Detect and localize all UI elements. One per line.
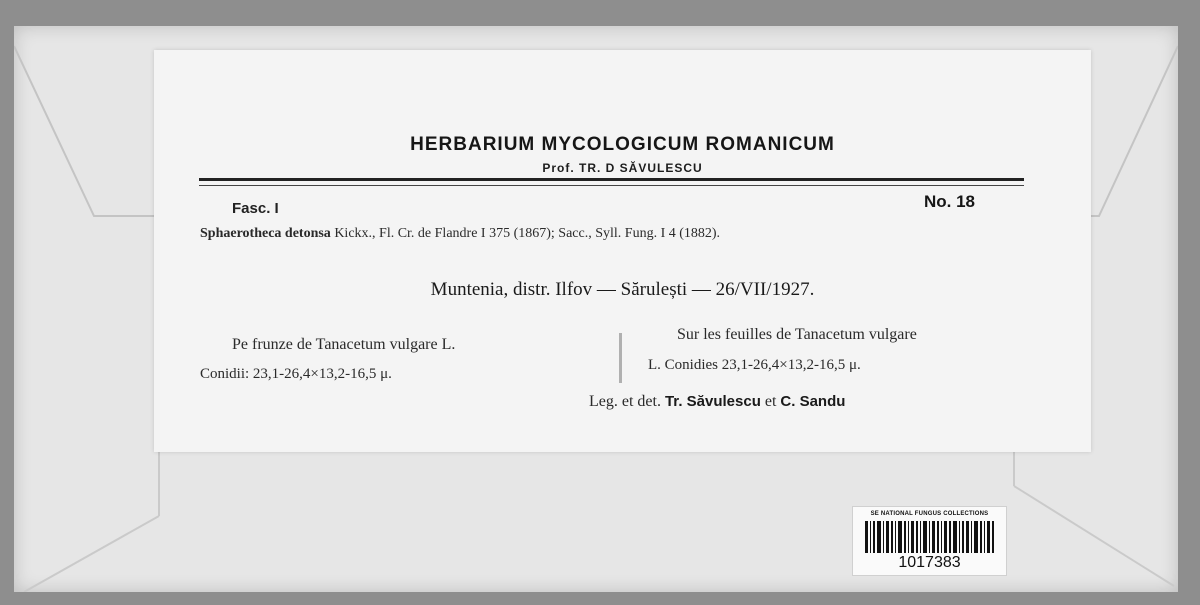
barcode-number: 1017383: [898, 554, 961, 571]
collector-line: [589, 393, 845, 411]
fascicle-label: Fasc. I: [232, 200, 279, 217]
species-name: Sphaerotheca detonsa: [200, 226, 331, 241]
conidia-romanian: Conidii: 23,1-26,4×13,2-16,5 μ.: [200, 366, 392, 382]
label-title: HERBARIUM MYCOLOGICUM ROMANICUM: [410, 134, 835, 155]
barcode-label: [852, 506, 1007, 576]
header-rule: [199, 178, 1024, 181]
species-citation: [200, 226, 1040, 242]
host-french: Sur les feuilles de Tanacetum vulgare: [677, 326, 917, 343]
leg-and: et: [764, 393, 777, 410]
collector-savulescu: Tr. Săvulescu: [664, 393, 761, 410]
barcode-institution: SE NATIONAL FUNGUS COLLECTIONS: [870, 511, 989, 517]
column-divider: [619, 333, 622, 383]
citation-text: Kickx., Fl. Cr. de Flandre I 375 (1867); Sacc., Syll. Fung. I 4 (1882).: [334, 226, 721, 241]
herbarium-label: [154, 50, 1091, 452]
specimen-number: No. 18: [924, 192, 976, 211]
header-rule-thin: [199, 185, 1024, 186]
label-subtitle: Prof. TR. D SĂVULESCU: [542, 161, 703, 175]
locality-line: Muntenia, distr. Ilfov — Sărulești — 26/VII/1927.: [430, 279, 815, 300]
collector-sandu: C. Sandu: [780, 393, 846, 410]
barcode-icon: [865, 521, 994, 553]
conidia-french: L. Conidies 23,1-26,4×13,2-16,5 μ.: [648, 357, 861, 373]
host-romanian: Pe frunze de Tanacetum vulgare L.: [232, 336, 456, 353]
leg-det-prefix: Leg. et det.: [589, 393, 661, 410]
